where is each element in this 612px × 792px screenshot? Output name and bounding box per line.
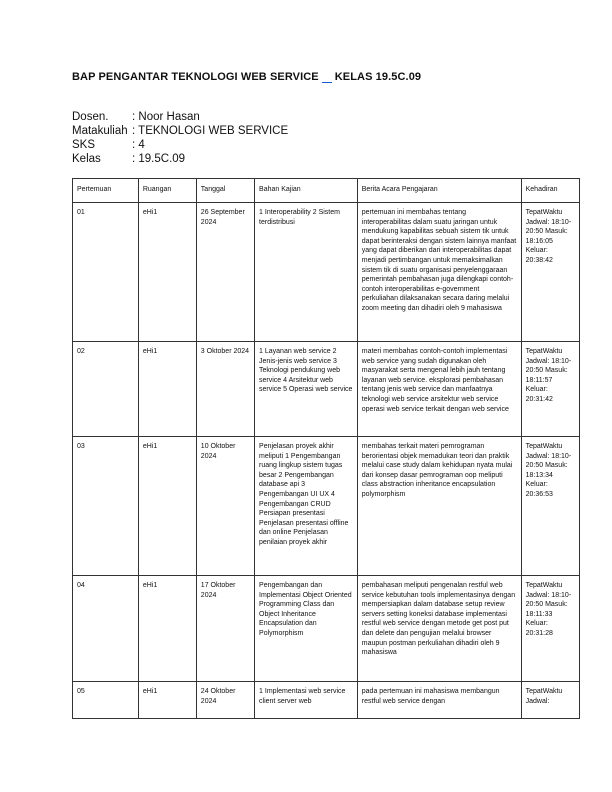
header-tanggal: Tanggal — [196, 179, 254, 203]
title-link-mark — [322, 72, 332, 83]
meta-row-matakuliah — [72, 124, 288, 138]
meta-value: : TEKNOLOGI WEB SERVICE — [132, 125, 289, 137]
meta-row-sks — [72, 138, 288, 152]
cell-tanggal: 24 Oktober 2024 — [196, 682, 254, 719]
title-main: BAP PENGANTAR TEKNOLOGI WEB SERVICE — [72, 71, 319, 83]
cell-bahan-kajian: 1 Layanan web service 2 Jenis-jenis web service 3 Teknologi pendukung web service 4 Arsitektur web service 5 Operasi web service — [255, 342, 358, 437]
cell-kehadiran: TepatWaktu Jadwal: 18:10-20:50 Masuk: 18:13:34 Keluar: 20:36:53 — [521, 437, 579, 576]
table-row — [73, 682, 580, 719]
header-bahan-kajian: Bahan Kajian — [255, 179, 358, 203]
meta-label: SKS — [72, 139, 96, 151]
cell-ruangan: eHi1 — [138, 203, 196, 342]
cell-ruangan: eHi1 — [138, 342, 196, 437]
cell-kehadiran: TepatWaktu Jadwal: 18:10-20:50 Masuk: 18:16:05 Keluar: 20:38:42 — [521, 203, 579, 342]
cell-bahan-kajian: 1 Interoperability 2 Sistem terdistribusi — [255, 203, 358, 342]
cell-pertemuan: 05 — [73, 682, 139, 719]
meta-value: : 4 — [132, 139, 145, 151]
title-class: KELAS 19.5C.09 — [334, 71, 422, 83]
meta-row-kelas — [72, 152, 288, 166]
document-title — [72, 71, 421, 83]
cell-tanggal: 26 September 2024 — [196, 203, 254, 342]
meta-label: Kelas — [72, 153, 101, 165]
cell-berita-acara: materi membahas contoh-contoh implementasi web service yang sudah digunakan oleh masyarakat serta mengenal lebih jauh tentang layanan web service. eksplorasi pembahasan tentang jenis web service dan manfaatnya teknologi web service arsitektur web service operasi web service terkait dengan web service — [357, 342, 521, 437]
header-ruangan: Ruangan — [138, 179, 196, 203]
header-kehadiran: Kehadiran — [521, 179, 579, 203]
cell-ruangan: eHi1 — [138, 682, 196, 719]
cell-tanggal: 10 Oktober 2024 — [196, 437, 254, 576]
cell-bahan-kajian: 1 Implementasi web service client server web — [255, 682, 358, 719]
header-berita-acara: Berita Acara Pengajaran — [357, 179, 521, 203]
cell-berita-acara: pertemuan ini membahas tentang interoperabilitas dalam suatu jaringan untuk mendukung kapabilitas sebuah sistem tik untuk dapat berinteraksi dengan sistem lainnya manfaat yang dapat diberikan dari interoperabilitas dapat menjadi pertimbangan untuk memaksimalkan sistem tik di suatu organisasi penyelenggaraan pemerintah pembahasan juga dilengkapi contoh-contoh interoperabilitas e-government perkuliahan dilaksanakan secara daring melalui zoom meeting dan dihadiri oleh 9 mahasiswa — [357, 203, 521, 342]
table-row — [73, 437, 580, 576]
meta-value: : Noor Hasan — [132, 111, 200, 123]
cell-berita-acara: pembahasan meliputi pengenalan restful web service kebutuhan tools implementasinya dengan mempersiapkan dalam database setup review servers setting koneksi database implementasi restful web service dengan metode get post put dan delete dan pengujian melalui browser maupun postman perkuliahan dihadiri oleh 9 mahasiswa — [357, 576, 521, 682]
cell-kehadiran: TepatWaktu Jadwal: — [521, 682, 579, 719]
cell-berita-acara: pada pertemuan ini mahasiswa membangun restful web service dengan — [357, 682, 521, 719]
cell-pertemuan: 03 — [73, 437, 139, 576]
meta-label: Matakuliah — [72, 125, 128, 137]
cell-kehadiran: TepatWaktu Jadwal: 18:10-20:50 Masuk: 18:11:57 Keluar: 20:31:42 — [521, 342, 579, 437]
table-row — [73, 576, 580, 682]
cell-berita-acara: membahas terkait materi pemrograman berorientasi objek memadukan teori dan praktik melalui case study dalam kehidupan nyata mulai dari konsep dasar pemrograman oop meliputi class abstraction inheritance encapsulation polymorphism — [357, 437, 521, 576]
course-meta — [72, 110, 288, 166]
table-row — [73, 203, 580, 342]
cell-tanggal: 17 Oktober 2024 — [196, 576, 254, 682]
cell-bahan-kajian: Pengembangan dan Implementasi Object Oriented Programming Class dan Object Inheritance Encapsulation dan Polymorphism — [255, 576, 358, 682]
header-pertemuan: Pertemuan — [73, 179, 139, 203]
cell-bahan-kajian: Penjelasan proyek akhir meliputi 1 Pengembangan ruang lingkup sistem tugas besar 2 Pengembangan database api 3 Pengembangan UI UX 4 Pengembangan CRUD Persiapan presentasi Penjelasan presentasi offline dan online Penjelasan penilaian proyek akhir — [255, 437, 358, 576]
meta-value: : 19.5C.09 — [132, 153, 186, 165]
bap-table — [72, 178, 580, 719]
table-row — [73, 342, 580, 437]
meta-row-dosen — [72, 110, 288, 124]
table-header-row — [73, 179, 580, 203]
cell-kehadiran: TepatWaktu Jadwal: 18:10-20:50 Masuk: 18:11:33 Keluar: 20:31:28 — [521, 576, 579, 682]
cell-pertemuan: 02 — [73, 342, 139, 437]
cell-ruangan: eHi1 — [138, 437, 196, 576]
cell-pertemuan: 04 — [73, 576, 139, 682]
cell-tanggal: 3 Oktober 2024 — [196, 342, 254, 437]
cell-pertemuan: 01 — [73, 203, 139, 342]
meta-label: Dosen. — [72, 111, 109, 123]
cell-ruangan: eHi1 — [138, 576, 196, 682]
